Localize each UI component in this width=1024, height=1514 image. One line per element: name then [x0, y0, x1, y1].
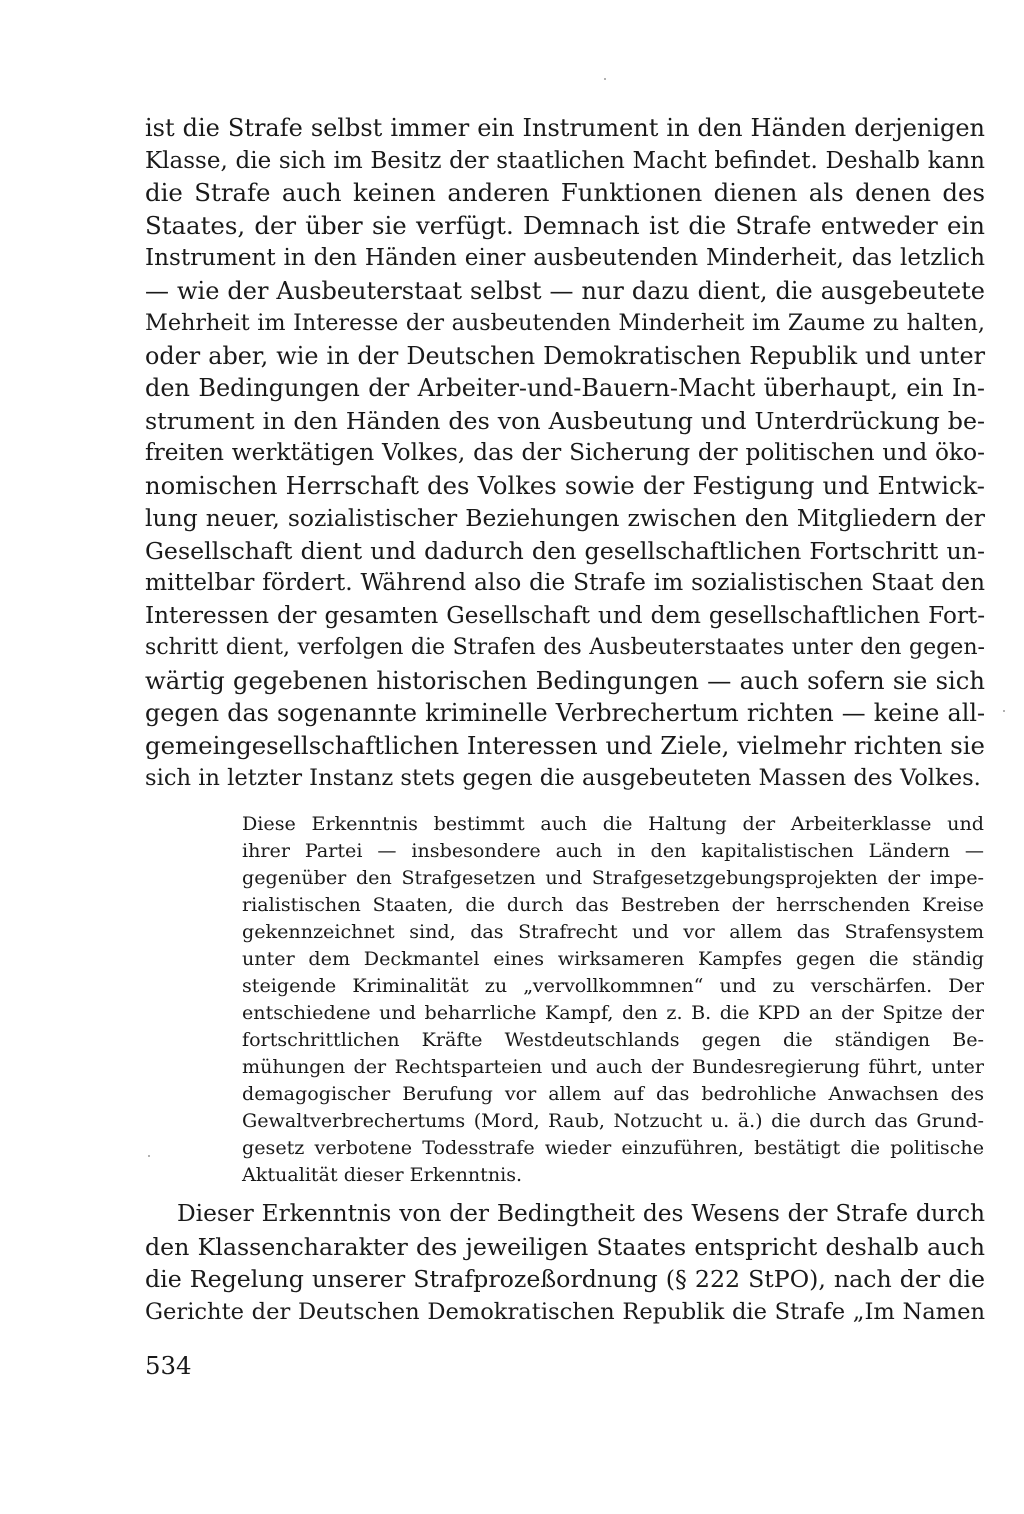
- note-line: fortschrittlichen Kräfte Westdeutschlands gegen die ständigen Be-: [242, 1028, 984, 1051]
- text-line: Mehrheit im Interesse der ausbeutenden Minderheit im Zaume zu halten,: [145, 310, 985, 336]
- note-line: gekennzeichnet sind, das Strafrecht und vor allem das Strafensystem: [242, 920, 984, 943]
- print-speck: [604, 78, 606, 80]
- text-line: ist die Strafe selbst immer ein Instrument in den Händen derjenigen: [145, 114, 985, 142]
- text-line: strument in den Händen des von Ausbeutung und Unterdrückung be-: [145, 406, 985, 435]
- text-line: die Strafe auch keinen anderen Funktionen dienen als denen des: [145, 178, 985, 207]
- note-line: ihrer Partei — insbesondere auch in den kapitalistischen Ländern —: [242, 839, 984, 862]
- text-line: den Bedingungen der Arbeiter-und-Bauern-Macht überhaupt, ein In-: [145, 374, 985, 402]
- note-line: Gewaltverbrechertums (Mord, Raub, Notzucht u. ä.) die durch das Grund-: [242, 1109, 984, 1132]
- text-line: den Klassencharakter des jeweiligen Staates entspricht deshalb auch: [145, 1232, 985, 1261]
- text-line: wärtig gegebenen historischen Bedingungen — auch sofern sie sich: [145, 665, 985, 695]
- note-line: entschiedene und beharrliche Kampf, den z. B. die KPD an der Spitze der: [242, 1001, 984, 1024]
- text-line: nomischen Herrschaft des Volkes sowie der Festigung und Entwick-: [145, 471, 985, 500]
- small-print-note: [242, 810, 984, 1188]
- note-line: mühungen der Rechtsparteien und auch der Bundesregierung führt, unter: [242, 1055, 984, 1078]
- text-line: sich in letzter Instanz stets gegen die ausgebeuteten Massen des Volkes.: [145, 765, 981, 791]
- note-line: steigende Kriminalität zu „vervollkommnen“ und zu verschärfen. Der: [242, 974, 984, 997]
- note-line: Aktualität dieser Erkenntnis.: [242, 1163, 523, 1186]
- note-line: gesetz verbotene Todesstrafe wieder einzuführen, bestätigt die politische: [242, 1136, 984, 1159]
- note-line: demagogischer Berufung vor allem auf das bedrohliche Anwachsen des: [242, 1082, 984, 1105]
- text-line: die Regelung unserer Strafprozeßordnung (§ 222 StPO), nach der die: [145, 1265, 985, 1293]
- text-line: — wie der Ausbeuterstaat selbst — nur dazu dient, die ausgebeutete: [145, 276, 985, 305]
- text-line: gemeingesellschaftlichen Interessen und Ziele, vielmehr richten sie: [145, 730, 985, 760]
- text-line: Staates, der über sie verfügt. Demnach ist die Strafe entweder ein: [145, 210, 985, 240]
- print-speck: [1003, 710, 1005, 712]
- text-line: Gerichte der Deutschen Demokratischen Republik die Strafe „Im Namen: [145, 1298, 985, 1325]
- body-paragraph: [145, 1198, 985, 1328]
- text-line: schritt dient, verfolgen die Strafen des Ausbeuterstaates unter den gegen-: [145, 635, 985, 660]
- text-line: Dieser Erkenntnis von der Bedingtheit des Wesens der Strafe durch: [177, 1200, 985, 1227]
- text-line: freiten werktätigen Volkes, das der Sicherung der politischen und öko-: [145, 439, 985, 466]
- text-line: oder aber, wie in der Deutschen Demokratischen Republik und unter: [145, 341, 985, 370]
- text-line: Interessen der gesamten Gesellschaft und dem gesellschaftlichen Fort-: [145, 602, 985, 629]
- page-number: 534: [145, 1351, 192, 1380]
- print-speck: [148, 1155, 150, 1157]
- note-line: unter dem Deckmantel eines wirksameren Kampfes gegen die ständig: [242, 947, 984, 970]
- text-line: mittelbar fördert. Während also die Strafe im sozialistischen Staat den: [145, 569, 985, 596]
- note-line: gegenüber den Strafgesetzen und Strafgesetzgebungsprojekten der impe-: [242, 866, 984, 889]
- note-line: Diese Erkenntnis bestimmt auch die Haltung der Arbeiterklasse und: [242, 812, 984, 835]
- text-line: lung neuer, sozialistischer Beziehungen zwischen den Mitgliedern der: [145, 504, 985, 532]
- text-line: gegen das sogenannte kriminelle Verbrechertum richten — keine all-: [145, 699, 985, 727]
- body-paragraph-continued: [145, 112, 985, 795]
- text-line: Klasse, die sich im Besitz der staatlichen Macht befindet. Deshalb kann: [145, 147, 985, 174]
- text-line: Gesellschaft dient und dadurch den gesellschaftlichen Fortschritt un-: [145, 536, 985, 565]
- note-line: rialistischen Staaten, die durch das Bestreben der herrschenden Kreise: [242, 893, 984, 916]
- text-line: Instrument in den Händen einer ausbeutenden Minderheit, das letzlich: [145, 245, 985, 271]
